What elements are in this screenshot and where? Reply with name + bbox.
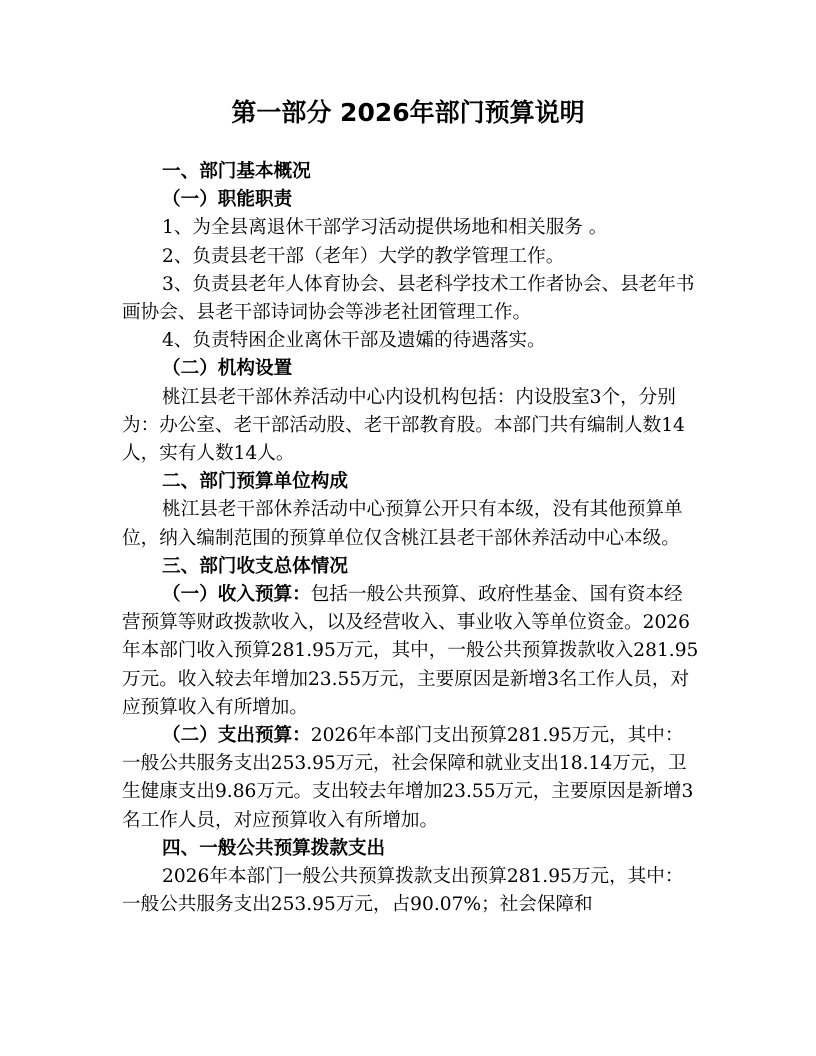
document-body: [122, 158, 700, 919]
paragraph-function-1: 1、为全县离退休干部学习活动提供场地和相关服务 。: [162, 217, 608, 239]
page-title: 第一部分 2026年部门预算说明: [231, 98, 585, 127]
expenditure-budget-lead: （二）支出预算：: [162, 725, 311, 747]
paragraph-function-3: 3、负责县老年人体育协会、县老科学技术工作者协会、县老年书画协会、县老干部诗词协会等涉老社团管理工作。: [122, 273, 695, 324]
income-budget-lead: （一）收入预算：: [162, 584, 311, 606]
income-budget-text: 包括一般公共预算、政府性基金、国有资本经营预算等财政拨款收入，以及经营收入、事业收入等单位资金。2026年本部门收入预算281.95万元，其中，一般公共预算拨款收入281.95万元。收入较去年增加23.55万元，主要原因是新增3名工作人员，对应预算收入有所增加。: [122, 584, 699, 718]
paragraph-expenditure-budget: [122, 722, 700, 835]
paragraph-organization: 桃江县老干部休养活动中心内设机构包括：内设股室3个，分别为：办公室、老干部活动股、老干部教育股。本部门共有编制人数14人，实有人数14人。: [122, 386, 685, 465]
section-heading-budget-units: 二、部门预算单位构成: [162, 471, 348, 493]
section-heading-public-budget: 四、一般公共预算拨款支出: [162, 837, 386, 859]
subsection-heading-organization: （二）机构设置: [162, 358, 293, 380]
subsection-heading-functions: （一）职能职责: [162, 189, 293, 211]
section-heading-overview: 一、部门基本概况: [162, 161, 311, 182]
paragraph-public-budget: 2026年本部门一般公共预算拨款支出预算281.95万元，其中：一般公共服务支出253.95万元，占90.07%；社会保障和: [122, 866, 684, 916]
expenditure-budget-text: 2026年本部门支出预算281.95万元，其中：一般公共服务支出253.95万元，社会保障和就业支出18.14万元，卫生健康支出9.86万元。支出较去年增加23.55万元，主要原因是新增3名工作人员，对应预算收入有所增加。: [122, 725, 694, 831]
paragraph-budget-units: 桃江县老干部休养活动中心预算公开只有本级，没有其他预算单位，纳入编制范围的预算单位仅含桃江县老干部休养活动中心本级。: [122, 499, 683, 549]
section-heading-income-expenditure: 三、部门收支总体情况: [162, 555, 348, 577]
paragraph-function-4: 4、负责特困企业离休干部及遗孀的待遇落实。: [162, 330, 546, 352]
paragraph-income-budget: [122, 581, 700, 722]
paragraph-function-2: 2、负责县老干部（老年）大学的教学管理工作。: [162, 245, 565, 267]
